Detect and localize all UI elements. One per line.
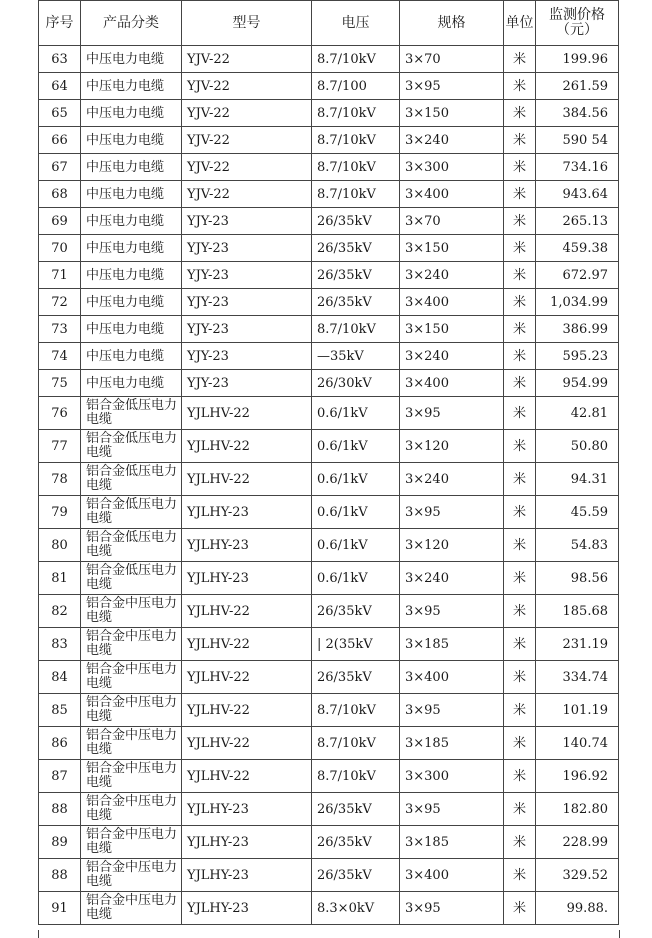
cell-model: YJLHV-22 bbox=[182, 628, 312, 661]
cell-price: 196.92 bbox=[536, 760, 619, 793]
cell-spec: 3×300 bbox=[400, 760, 504, 793]
cell-spec: 3×400 bbox=[400, 289, 504, 316]
cell-no: 74 bbox=[39, 343, 81, 370]
cell-voltage: 26/35kV bbox=[312, 208, 400, 235]
table-row bbox=[39, 73, 619, 100]
cell-category: 铝合金低压电力电缆 bbox=[81, 562, 182, 595]
cell-spec: 3×400 bbox=[400, 859, 504, 892]
header-row bbox=[39, 1, 619, 46]
header-spec: 规格 bbox=[400, 1, 504, 46]
cell-unit: 米 bbox=[504, 628, 536, 661]
cell-no: 89 bbox=[39, 826, 81, 859]
cell-spec: 3×400 bbox=[400, 370, 504, 397]
cell-price: 386.99 bbox=[536, 316, 619, 343]
cell-voltage: 8.7/10kV bbox=[312, 181, 400, 208]
cell-spec: 3×95 bbox=[400, 496, 504, 529]
cell-unit: 米 bbox=[504, 529, 536, 562]
cell-no: 63 bbox=[39, 46, 81, 73]
cell-unit: 米 bbox=[504, 397, 536, 430]
cell-no: 73 bbox=[39, 316, 81, 343]
table-row bbox=[39, 370, 619, 397]
cell-spec: 3×240 bbox=[400, 127, 504, 154]
cell-unit: 米 bbox=[504, 316, 536, 343]
cell-voltage: 0.6/1kV bbox=[312, 562, 400, 595]
cell-unit: 米 bbox=[504, 496, 536, 529]
cell-category: 中压电力电缆 bbox=[81, 127, 182, 154]
table-row bbox=[39, 289, 619, 316]
cell-price: 98.56 bbox=[536, 562, 619, 595]
header-no: 序号 bbox=[39, 1, 81, 46]
table-row bbox=[39, 859, 619, 892]
cell-category: 铝合金中压电力电缆 bbox=[81, 892, 182, 925]
cell-price: 94.31 bbox=[536, 463, 619, 496]
cell-unit: 米 bbox=[504, 463, 536, 496]
cell-spec: 3×400 bbox=[400, 181, 504, 208]
cell-price: 329.52 bbox=[536, 859, 619, 892]
cell-price: 672.97 bbox=[536, 262, 619, 289]
cell-model: YJY-23 bbox=[182, 370, 312, 397]
cell-model: YJLHV-22 bbox=[182, 694, 312, 727]
cell-spec: 3×240 bbox=[400, 343, 504, 370]
cell-unit: 米 bbox=[504, 595, 536, 628]
cell-voltage: 0.6/1kV bbox=[312, 397, 400, 430]
cell-no: 64 bbox=[39, 73, 81, 100]
cell-unit: 米 bbox=[504, 127, 536, 154]
cell-voltage: 0.6/1kV bbox=[312, 529, 400, 562]
cell-spec: 3×95 bbox=[400, 892, 504, 925]
cell-spec: 3×120 bbox=[400, 430, 504, 463]
cell-category: 中压电力电缆 bbox=[81, 154, 182, 181]
cell-model: YJY-23 bbox=[182, 208, 312, 235]
cell-spec: 3×95 bbox=[400, 595, 504, 628]
table-row bbox=[39, 760, 619, 793]
cell-model: YJY-23 bbox=[182, 289, 312, 316]
cell-price: 50.80 bbox=[536, 430, 619, 463]
cell-no: 85 bbox=[39, 694, 81, 727]
cell-category: 中压电力电缆 bbox=[81, 73, 182, 100]
cell-voltage: 26/35kV bbox=[312, 595, 400, 628]
cell-no: 68 bbox=[39, 181, 81, 208]
cell-unit: 米 bbox=[504, 262, 536, 289]
cell-voltage: 8.7/10kV bbox=[312, 727, 400, 760]
cell-unit: 米 bbox=[504, 430, 536, 463]
cell-no: 80 bbox=[39, 529, 81, 562]
cell-category: 中压电力电缆 bbox=[81, 316, 182, 343]
header-model: 型号 bbox=[182, 1, 312, 46]
table-header bbox=[39, 1, 619, 46]
cell-price: 954.99 bbox=[536, 370, 619, 397]
cell-model: YJLHY-23 bbox=[182, 892, 312, 925]
cell-no: 79 bbox=[39, 496, 81, 529]
cell-price: 45.59 bbox=[536, 496, 619, 529]
cell-no: 69 bbox=[39, 208, 81, 235]
cell-no: 82 bbox=[39, 595, 81, 628]
cell-unit: 米 bbox=[504, 661, 536, 694]
table-row bbox=[39, 826, 619, 859]
cell-voltage: 26/35kV bbox=[312, 289, 400, 316]
cell-voltage: 26/35kV bbox=[312, 661, 400, 694]
cell-no: 77 bbox=[39, 430, 81, 463]
cell-no: 83 bbox=[39, 628, 81, 661]
cell-category: 中压电力电缆 bbox=[81, 46, 182, 73]
cell-model: YJLHV-22 bbox=[182, 661, 312, 694]
cell-price: 734.16 bbox=[536, 154, 619, 181]
cell-unit: 米 bbox=[504, 343, 536, 370]
table-row bbox=[39, 694, 619, 727]
cell-model: YJY-23 bbox=[182, 262, 312, 289]
cell-category: 中压电力电缆 bbox=[81, 289, 182, 316]
cell-price: 231.19 bbox=[536, 628, 619, 661]
table-continuation bbox=[38, 930, 620, 938]
cell-no: 88 bbox=[39, 793, 81, 826]
table-row bbox=[39, 127, 619, 154]
header-unit: 单位 bbox=[504, 1, 536, 46]
price-table bbox=[38, 0, 619, 925]
cell-model: YJLHV-22 bbox=[182, 397, 312, 430]
cell-voltage: 26/35kV bbox=[312, 793, 400, 826]
cell-price: 101.19 bbox=[536, 694, 619, 727]
cell-price: 54.83 bbox=[536, 529, 619, 562]
cell-category: 铝合金中压电力电缆 bbox=[81, 595, 182, 628]
cell-voltage: | 2(35kV bbox=[312, 628, 400, 661]
cell-model: YJV-22 bbox=[182, 73, 312, 100]
cell-category: 铝合金中压电力电缆 bbox=[81, 727, 182, 760]
price-table-container bbox=[38, 0, 619, 925]
cell-model: YJY-23 bbox=[182, 343, 312, 370]
cell-category: 铝合金中压电力电缆 bbox=[81, 661, 182, 694]
table-body bbox=[39, 46, 619, 925]
cell-category: 铝合金低压电力电缆 bbox=[81, 529, 182, 562]
cell-voltage: 8.7/10kV bbox=[312, 760, 400, 793]
cell-price: 595.23 bbox=[536, 343, 619, 370]
cell-no: 78 bbox=[39, 463, 81, 496]
table-row bbox=[39, 181, 619, 208]
table-row bbox=[39, 316, 619, 343]
cell-price: 265.13 bbox=[536, 208, 619, 235]
cell-model: YJLHY-23 bbox=[182, 793, 312, 826]
cell-model: YJLHV-22 bbox=[182, 727, 312, 760]
cell-voltage: 26/35kV bbox=[312, 235, 400, 262]
cell-no: 84 bbox=[39, 661, 81, 694]
table-row bbox=[39, 463, 619, 496]
cell-spec: 3×95 bbox=[400, 793, 504, 826]
cell-no: 81 bbox=[39, 562, 81, 595]
cell-category: 中压电力电缆 bbox=[81, 343, 182, 370]
cell-model: YJLHV-22 bbox=[182, 463, 312, 496]
cell-price: 590 54 bbox=[536, 127, 619, 154]
cell-no: 67 bbox=[39, 154, 81, 181]
cell-model: YJLHV-22 bbox=[182, 595, 312, 628]
cell-voltage: 26/35kV bbox=[312, 859, 400, 892]
cell-category: 铝合金低压电力电缆 bbox=[81, 463, 182, 496]
cell-spec: 3×240 bbox=[400, 262, 504, 289]
cell-unit: 米 bbox=[504, 73, 536, 100]
cell-category: 中压电力电缆 bbox=[81, 370, 182, 397]
table-row bbox=[39, 343, 619, 370]
cell-voltage: —35kV bbox=[312, 343, 400, 370]
cell-voltage: 8.7/10kV bbox=[312, 100, 400, 127]
cell-spec: 3×150 bbox=[400, 316, 504, 343]
cell-model: YJV-22 bbox=[182, 181, 312, 208]
header-category: 产品分类 bbox=[81, 1, 182, 46]
cell-no: 76 bbox=[39, 397, 81, 430]
cell-spec: 3×70 bbox=[400, 208, 504, 235]
cell-model: YJY-23 bbox=[182, 316, 312, 343]
cell-category: 铝合金低压电力电缆 bbox=[81, 496, 182, 529]
table-row bbox=[39, 235, 619, 262]
cell-spec: 3×120 bbox=[400, 529, 504, 562]
table-row bbox=[39, 496, 619, 529]
cell-unit: 米 bbox=[504, 370, 536, 397]
table-row bbox=[39, 154, 619, 181]
table-row bbox=[39, 595, 619, 628]
cell-no: 86 bbox=[39, 727, 81, 760]
cell-price: 459.38 bbox=[536, 235, 619, 262]
cell-voltage: 8.3×0kV bbox=[312, 892, 400, 925]
cell-voltage: 26/35kV bbox=[312, 262, 400, 289]
header-voltage: 电压 bbox=[312, 1, 400, 46]
cell-no: 91 bbox=[39, 892, 81, 925]
table-row bbox=[39, 793, 619, 826]
cell-price: 334.74 bbox=[536, 661, 619, 694]
cell-no: 72 bbox=[39, 289, 81, 316]
cell-price: 943.64 bbox=[536, 181, 619, 208]
cell-no: 87 bbox=[39, 760, 81, 793]
cell-model: YJY-23 bbox=[182, 235, 312, 262]
cell-no: 75 bbox=[39, 370, 81, 397]
cell-spec: 3×300 bbox=[400, 154, 504, 181]
cell-unit: 米 bbox=[504, 793, 536, 826]
cell-spec: 3×150 bbox=[400, 100, 504, 127]
cell-unit: 米 bbox=[504, 727, 536, 760]
cell-voltage: 8.7/10kV bbox=[312, 154, 400, 181]
table-row bbox=[39, 892, 619, 925]
cell-voltage: 0.6/1kV bbox=[312, 430, 400, 463]
cell-unit: 米 bbox=[504, 154, 536, 181]
cell-unit: 米 bbox=[504, 100, 536, 127]
cell-model: YJV-22 bbox=[182, 154, 312, 181]
cell-category: 铝合金中压电力电缆 bbox=[81, 760, 182, 793]
cell-unit: 米 bbox=[504, 826, 536, 859]
cell-category: 中压电力电缆 bbox=[81, 181, 182, 208]
cell-category: 铝合金中压电力电缆 bbox=[81, 694, 182, 727]
cell-unit: 米 bbox=[504, 289, 536, 316]
table-row bbox=[39, 100, 619, 127]
cell-spec: 3×185 bbox=[400, 826, 504, 859]
cell-no: 88 bbox=[39, 859, 81, 892]
cell-model: YJLHY-23 bbox=[182, 496, 312, 529]
cell-price: 140.74 bbox=[536, 727, 619, 760]
cell-no: 66 bbox=[39, 127, 81, 154]
cell-voltage: 8.7/10kV bbox=[312, 46, 400, 73]
table-row bbox=[39, 628, 619, 661]
table-row bbox=[39, 46, 619, 73]
cell-voltage: 26/35kV bbox=[312, 826, 400, 859]
cell-price: 261.59 bbox=[536, 73, 619, 100]
cell-spec: 3×95 bbox=[400, 73, 504, 100]
cell-unit: 米 bbox=[504, 208, 536, 235]
cell-voltage: 8.7/10kV bbox=[312, 316, 400, 343]
table-row bbox=[39, 262, 619, 289]
cell-model: YJLHY-23 bbox=[182, 859, 312, 892]
cell-unit: 米 bbox=[504, 181, 536, 208]
cell-no: 70 bbox=[39, 235, 81, 262]
cell-model: YJLHY-23 bbox=[182, 826, 312, 859]
cell-unit: 米 bbox=[504, 235, 536, 262]
cell-unit: 米 bbox=[504, 760, 536, 793]
cell-category: 中压电力电缆 bbox=[81, 100, 182, 127]
cell-model: YJLHY-23 bbox=[182, 562, 312, 595]
cell-category: 铝合金低压电力电缆 bbox=[81, 397, 182, 430]
cell-category: 中压电力电缆 bbox=[81, 208, 182, 235]
cell-no: 65 bbox=[39, 100, 81, 127]
cell-unit: 米 bbox=[504, 859, 536, 892]
cell-unit: 米 bbox=[504, 562, 536, 595]
header-price: 监测价格（元） bbox=[536, 1, 619, 46]
table-row bbox=[39, 529, 619, 562]
cell-voltage: 8.7/10kV bbox=[312, 127, 400, 154]
cell-model: YJV-22 bbox=[182, 46, 312, 73]
cell-voltage: 0.6/1kV bbox=[312, 463, 400, 496]
cell-category: 中压电力电缆 bbox=[81, 262, 182, 289]
cell-category: 中压电力电缆 bbox=[81, 235, 182, 262]
cell-spec: 3×150 bbox=[400, 235, 504, 262]
cell-price: 185.68 bbox=[536, 595, 619, 628]
table-row bbox=[39, 430, 619, 463]
cell-category: 铝合金中压电力电缆 bbox=[81, 826, 182, 859]
cell-model: YJV-22 bbox=[182, 100, 312, 127]
cell-model: YJLHV-22 bbox=[182, 760, 312, 793]
cell-category: 铝合金中压电力电缆 bbox=[81, 859, 182, 892]
cell-voltage: 0.6/1kV bbox=[312, 496, 400, 529]
table-row bbox=[39, 727, 619, 760]
cell-model: YJV-22 bbox=[182, 127, 312, 154]
cell-category: 铝合金中压电力电缆 bbox=[81, 628, 182, 661]
table-row bbox=[39, 397, 619, 430]
cell-voltage: 8.7/10kV bbox=[312, 694, 400, 727]
cell-price: 182.80 bbox=[536, 793, 619, 826]
cell-price: 199.96 bbox=[536, 46, 619, 73]
cell-category: 铝合金中压电力电缆 bbox=[81, 793, 182, 826]
table-row bbox=[39, 208, 619, 235]
cell-voltage: 26/30kV bbox=[312, 370, 400, 397]
cell-unit: 米 bbox=[504, 46, 536, 73]
cell-no: 71 bbox=[39, 262, 81, 289]
cell-model: YJLHY-23 bbox=[182, 529, 312, 562]
cell-spec: 3×95 bbox=[400, 397, 504, 430]
cell-spec: 3×95 bbox=[400, 694, 504, 727]
cell-spec: 3×70 bbox=[400, 46, 504, 73]
cell-model: YJLHV-22 bbox=[182, 430, 312, 463]
cell-voltage: 8.7/100 bbox=[312, 73, 400, 100]
cell-price: 1,034.99 bbox=[536, 289, 619, 316]
cell-unit: 米 bbox=[504, 892, 536, 925]
cell-spec: 3×185 bbox=[400, 727, 504, 760]
cell-unit: 米 bbox=[504, 694, 536, 727]
cell-spec: 3×240 bbox=[400, 562, 504, 595]
cell-spec: 3×240 bbox=[400, 463, 504, 496]
table-row bbox=[39, 562, 619, 595]
cell-price: 384.56 bbox=[536, 100, 619, 127]
cell-category: 铝合金低压电力电缆 bbox=[81, 430, 182, 463]
cell-spec: 3×400 bbox=[400, 661, 504, 694]
table-row bbox=[39, 661, 619, 694]
cell-price: 42.81 bbox=[536, 397, 619, 430]
cell-price: 99.88. bbox=[536, 892, 619, 925]
cell-price: 228.99 bbox=[536, 826, 619, 859]
cell-spec: 3×185 bbox=[400, 628, 504, 661]
